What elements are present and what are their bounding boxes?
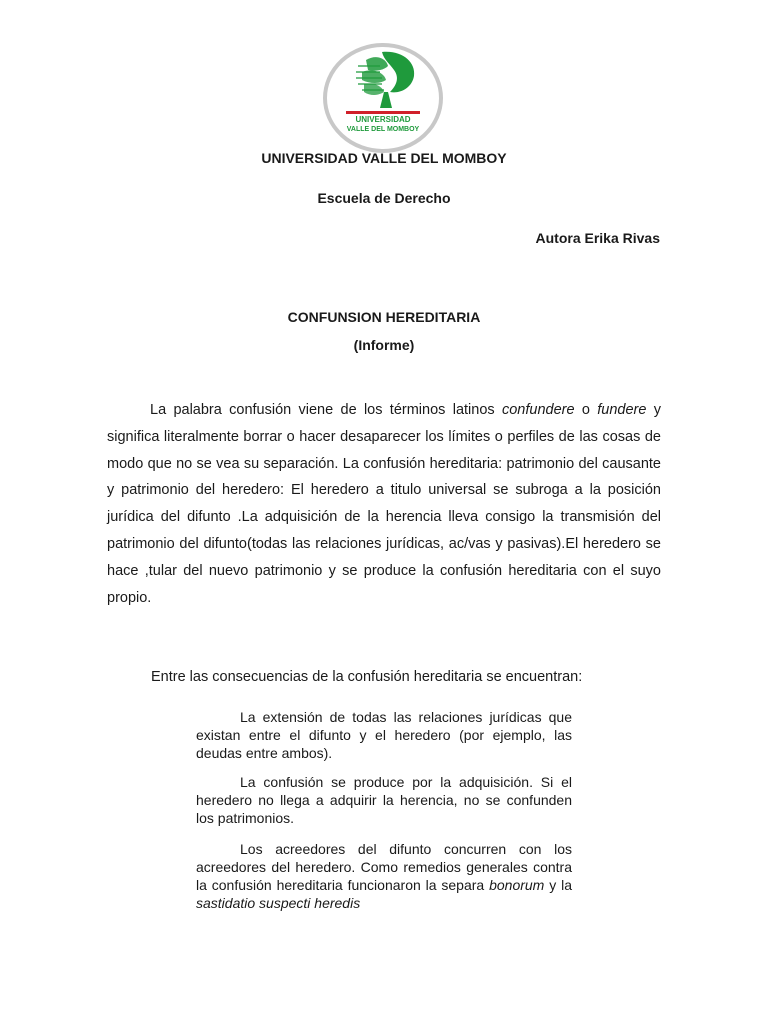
red-stripe (346, 111, 420, 114)
consequence-item-2: La confusión se produce por la adquisición. Si el heredero no llega a adquirir la herencia, no se confunden los patrimonios. (196, 774, 572, 826)
logo-text-line1: UNIVERSIDAD (355, 115, 411, 124)
consequence-item-1: La extensión de todas las relaciones jurídicas que existan entre el difunto y el heredero (por ejemplo, las deudas entre ambos). (196, 709, 572, 761)
document-title: CONFUNSION HEREDITARIA (287, 309, 481, 325)
author-line: Autora Erika Rivas (535, 230, 660, 246)
consequences-intro: Entre las consecuencias de la confusión hereditaria se encuentran: (151, 669, 583, 685)
logo-text-line2: VALLE DEL MOMBOY (346, 126, 420, 133)
school-name: Escuela de Derecho (317, 190, 451, 206)
university-name: UNIVERSIDAD VALLE DEL MOMBOY (261, 150, 507, 166)
consequence-item-3: Los acreedores del difunto concurren con los acreedores del heredero. Como remedios generales contra la confusión hereditaria funcionaron la separa bonorum y la sastidatio suspecti heredis (196, 841, 572, 911)
body-paragraph: La palabra confusión viene de los términos latinos confundere o fundere y significa literalmente borrar o hacer desaparecer los límites o perfiles de las cosas de modo que no se vea su separación. La confusión hereditaria: patrimonio del causante y patrimonio del heredero: El heredero a titulo universal se subroga a la posición jurídica del difunto .La adquisición de la herencia lleva consigo la transmisión del patrimonio del difunto(todas las relaciones jurídicas, ac/vas y pasivas).El heredero se hace ,tular del nuevo patrimonio y se produce la confusión hereditaria con el suyo propio. (107, 402, 661, 606)
university-logo (322, 42, 444, 154)
document-subtitle: (Informe) (353, 337, 415, 353)
